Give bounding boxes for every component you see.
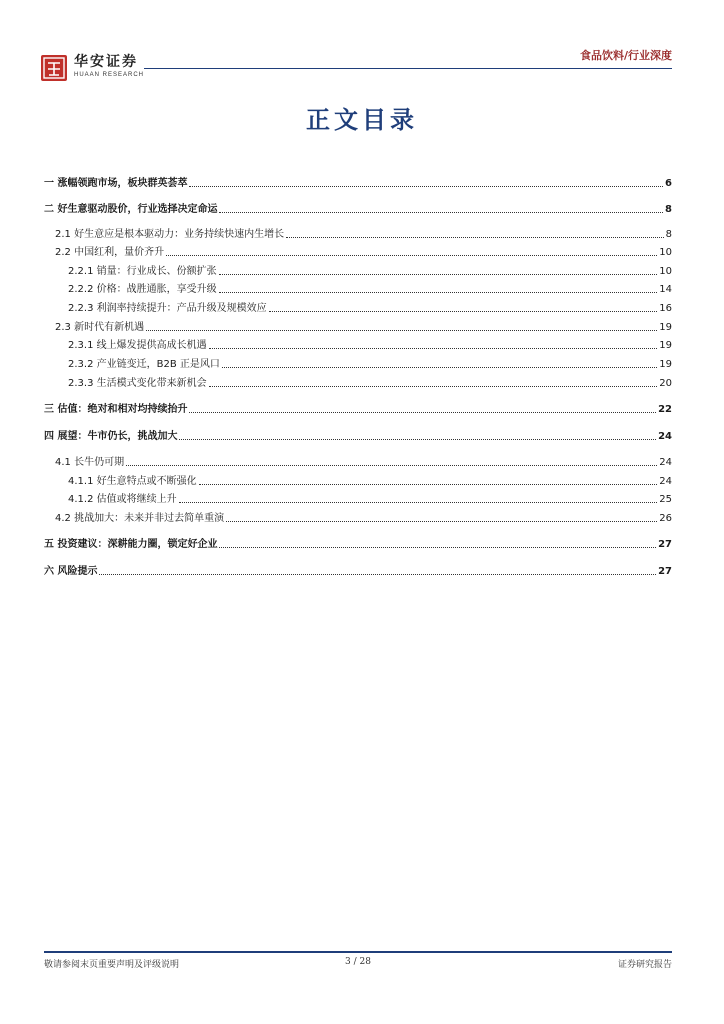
- toc-entry-page: 24: [659, 457, 672, 468]
- toc-dot-leader: [189, 186, 663, 187]
- toc-entry-page: 19: [659, 340, 672, 351]
- toc-entry-label: 4.1.2 估值或将继续上升: [68, 494, 177, 505]
- toc-entry[interactable]: [44, 472, 672, 488]
- toc-dot-leader: [219, 212, 663, 213]
- toc-entry[interactable]: [44, 174, 672, 190]
- logo-chinese-name: 华安证券: [74, 54, 138, 70]
- toc-dot-leader: [219, 274, 658, 275]
- header-divider: [144, 68, 672, 69]
- toc-dot-leader: [222, 367, 657, 368]
- toc-entry[interactable]: [44, 535, 672, 551]
- toc-entry-label: 2.1 好生意应是根本驱动力：业务持续快速内生增长: [55, 229, 285, 240]
- toc-entry[interactable]: [44, 490, 672, 506]
- toc-entry-page: 25: [659, 494, 672, 505]
- company-logo: [40, 54, 160, 86]
- toc-entry-label: 2.3 新时代有新机遇: [55, 322, 145, 333]
- toc-dot-leader: [286, 237, 664, 238]
- toc-entry-page: 27: [658, 566, 672, 577]
- toc-entry-label: 二 好生意驱动股价，行业选择决定命运: [44, 204, 218, 215]
- toc-entry-page: 22: [658, 404, 672, 415]
- toc-entry[interactable]: [44, 200, 672, 216]
- toc-entry-label: 2.3.1 线上爆发提供高成长机遇: [68, 340, 207, 351]
- toc-entry-label: 四 展望：牛市仍长，挑战加大: [44, 431, 178, 442]
- footer-report-type: 证券研究报告: [617, 960, 672, 970]
- footer-divider: [44, 951, 672, 953]
- toc-entry[interactable]: [44, 225, 672, 241]
- toc-entry[interactable]: [44, 262, 672, 278]
- toc-dot-leader: [189, 412, 656, 413]
- seal-logo-icon: [40, 54, 70, 82]
- toc-entry[interactable]: [44, 243, 672, 259]
- toc-entry-page: 8: [665, 229, 672, 240]
- toc-dot-leader: [166, 255, 657, 256]
- toc-entry-label: 三 估值：绝对和相对均持续抬升: [44, 404, 188, 415]
- toc-entry[interactable]: [44, 400, 672, 416]
- page-number: 3 / 28: [345, 957, 371, 967]
- toc-dot-leader: [146, 330, 657, 331]
- toc-entry-label: 2.2.1 销量：行业成长、份额扩张: [68, 266, 217, 277]
- toc-entry-page: 24: [658, 431, 672, 442]
- toc-dot-leader: [99, 574, 656, 575]
- toc-entry-page: 10: [659, 247, 672, 258]
- toc-entry[interactable]: [44, 509, 672, 525]
- toc-entry-page: 8: [665, 204, 672, 215]
- toc-entry-label: 4.1 长牛仍可期: [55, 457, 125, 468]
- toc-entry-page: 26: [659, 513, 672, 524]
- toc-entry-label: 一 涨幅领跑市场，板块群英荟萃: [44, 178, 188, 189]
- toc-dot-leader: [219, 292, 658, 293]
- toc-entry[interactable]: [44, 427, 672, 443]
- toc-entry-page: 10: [659, 266, 672, 277]
- toc-entry-label: 4.1.1 好生意特点或不断强化: [68, 476, 197, 487]
- toc-entry-page: 20: [659, 378, 672, 389]
- toc-entry-page: 19: [659, 359, 672, 370]
- toc-entry[interactable]: [44, 280, 672, 296]
- toc-dot-leader: [126, 465, 657, 466]
- toc-entry[interactable]: [44, 355, 672, 371]
- toc-entry-label: 六 风险提示: [44, 566, 98, 577]
- logo-english-name: HUAAN RESEARCH: [74, 72, 145, 78]
- toc-entry-page: 19: [659, 322, 672, 333]
- toc-entry-page: 27: [658, 539, 672, 550]
- toc-dot-leader: [179, 439, 656, 440]
- page-header: [40, 40, 672, 90]
- toc-dot-leader: [179, 502, 658, 503]
- page-title: 正文目录: [306, 105, 418, 134]
- toc-entry[interactable]: [44, 562, 672, 578]
- toc-dot-leader: [219, 547, 656, 548]
- toc-dot-leader: [209, 348, 658, 349]
- toc-entry-label: 五 投资建议：深耕能力圈，锁定好企业: [44, 539, 218, 550]
- toc-entry-label: 2.2 中国红利，量价齐升: [55, 247, 165, 258]
- toc-entry[interactable]: [44, 374, 672, 390]
- toc-entry[interactable]: [44, 336, 672, 352]
- toc-entry[interactable]: [44, 453, 672, 469]
- toc-entry-label: 2.3.3 生活模式变化带来新机会: [68, 378, 207, 389]
- toc-entry-label: 2.2.3 利润率持续提升：产品升级及规模效应: [68, 303, 267, 314]
- toc-entry[interactable]: [44, 318, 672, 334]
- page-footer: [44, 957, 672, 971]
- toc-dot-leader: [209, 386, 658, 387]
- toc-entry-page: 14: [659, 284, 672, 295]
- report-section-label: 食品饮料/行业深度: [579, 49, 672, 62]
- toc-entry-page: 6: [665, 178, 672, 189]
- toc-dot-leader: [226, 521, 657, 522]
- toc-entry-label: 2.2.2 价格：战胜通胀，享受升级: [68, 284, 217, 295]
- footer-disclaimer: 敬请参阅末页重要声明及评级说明: [44, 960, 180, 970]
- toc-entry-label: 2.3.2 产业链变迁，B2B 正是风口: [68, 359, 220, 370]
- toc-entry-page: 16: [659, 303, 672, 314]
- toc-entry[interactable]: [44, 299, 672, 315]
- toc-entry-page: 24: [659, 476, 672, 487]
- toc-dot-leader: [269, 311, 658, 312]
- toc-dot-leader: [199, 484, 658, 485]
- toc-entry-label: 4.2 挑战加大：未来并非过去简单重演: [55, 513, 225, 524]
